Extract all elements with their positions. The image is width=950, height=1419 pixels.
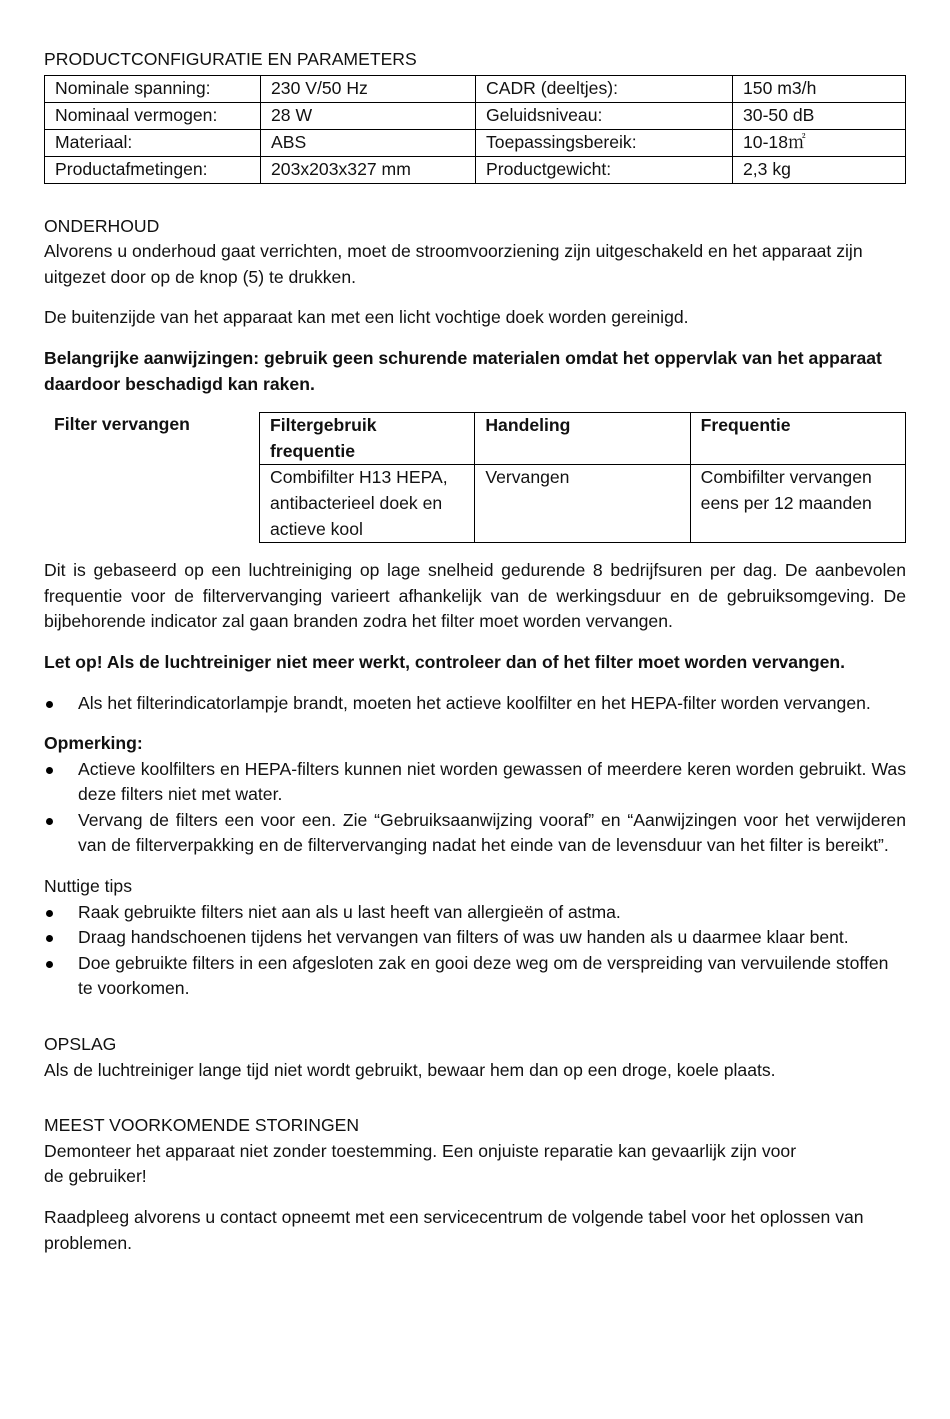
list-item: Vervang de filters een voor een. Zie “Gebruiksaanwijzing vooraf” en “Aanwijzingen voor het verwijderen van de filterverpakking en de filtervervanging nadat het einde van de levensduur van het filter is bereikt”.	[44, 808, 906, 859]
tips-heading: Nuttige tips	[44, 876, 133, 897]
param-label: CADR (deeltjes):	[476, 75, 733, 102]
table-row	[45, 129, 906, 156]
attention-list	[44, 691, 906, 717]
param-value: 2,3 kg	[733, 156, 906, 183]
table-cell: Combifilter vervangen eens per 12 maanden	[690, 465, 905, 543]
filter-label: Filter vervangen	[54, 414, 190, 435]
column-header: Filtergebruik frequentie	[260, 413, 475, 465]
param-value: 28 W	[261, 102, 476, 129]
param-value: ABS	[261, 129, 476, 156]
param-label: Productafmetingen:	[45, 156, 261, 183]
params-heading: PRODUCTCONFIGURATIE EN PARAMETERS	[44, 49, 417, 69]
tips-list	[44, 900, 906, 1002]
param-label: Nominaal vermogen:	[45, 102, 261, 129]
param-label: Nominale spanning:	[45, 75, 261, 102]
list-item: Draag handschoenen tijdens het vervangen van filters of was uw handen als u daarmee klaar bent.	[44, 925, 906, 951]
table-row	[45, 102, 906, 129]
param-label: Toepassingsbereik:	[476, 129, 733, 156]
attention-note: Let op! Als de luchtreiniger niet meer werkt, controleer dan of het filter moet worden vervangen.	[44, 651, 845, 672]
table-row	[260, 413, 906, 465]
faults-line: Demonteer het apparaat niet zonder toestemming. Een onjuiste reparatie kan gevaarlijk zijn voor	[44, 1140, 797, 1161]
list-item: Raak gebruikte filters niet aan als u last heeft van allergieën of astma.	[44, 900, 906, 926]
maintenance-heading: ONDERHOUD	[44, 215, 160, 236]
maintenance-paragraph: Alvorens u onderhoud gaat verrichten, moet de stroomvoorziening zijn uitgeschakeld en het apparaat zijn uitgezet door op de knop (5) te drukken.	[44, 241, 863, 287]
filter-explanation: Dit is gebaseerd op een luchtreiniging op lage snelheid gedurende 8 bedrijfsuren per dag. De aanbevolen frequentie voor de filtervervanging varieert afhankelijk van de werkingsduur en de gebruiksomgeving. De bijbehorende indicator zal gaan branden zodra het filter moet worden vervangen.	[44, 560, 906, 632]
list-item: Doe gebruikte filters in een afgesloten zak en gooi deze weg om de verspreiding van vervuilende stoffen te voorkomen.	[44, 951, 906, 1002]
param-value: 230 V/50 Hz	[261, 75, 476, 102]
list-item: Actieve koolfilters en HEPA-filters kunnen niet worden gewassen of meerdere keren worden gebruikt. Was deze filters niet met water.	[44, 757, 906, 808]
remark-heading: Opmerking:	[44, 733, 143, 754]
important-note: Belangrijke aanwijzingen: gebruik geen schurende materialen omdat het oppervlak van het apparaat daardoor beschadigd kan raken.	[44, 347, 882, 394]
param-value: 150 m3/h	[733, 75, 906, 102]
param-label: Geluidsniveau:	[476, 102, 733, 129]
column-header: Frequentie	[690, 413, 905, 465]
table-cell: Vervangen	[475, 465, 690, 543]
remark-list	[44, 757, 906, 859]
column-header: Handeling	[475, 413, 690, 465]
table-row	[260, 465, 906, 543]
param-value: 30-50 dB	[733, 102, 906, 129]
params-table	[44, 75, 906, 184]
maintenance-paragraph: De buitenzijde van het apparaat kan met een licht vochtige doek worden gereinigd.	[44, 307, 689, 328]
param-label: Materiaal:	[45, 129, 261, 156]
storage-heading: OPSLAG	[44, 1034, 117, 1055]
table-cell: Combifilter H13 HEPA, antibacterieel doek en actieve kool	[260, 465, 475, 543]
table-row	[45, 75, 906, 102]
document-page	[44, 47, 906, 1256]
faults-paragraph: Raadpleeg alvorens u contact opneemt met een servicecentrum de volgende tabel voor het oplossen van problemen.	[44, 1207, 864, 1253]
filter-table	[259, 412, 906, 543]
faults-paragraph	[44, 1139, 906, 1190]
table-row	[45, 156, 906, 183]
storage-paragraph: Als de luchtreiniger lange tijd niet wordt gebruikt, bewaar hem dan op een droge, koele plaats.	[44, 1059, 776, 1080]
param-label: Productgewicht:	[476, 156, 733, 183]
filter-section	[44, 412, 906, 543]
faults-line: de gebruiker!	[44, 1166, 147, 1187]
param-value: 203x203x327 mm	[261, 156, 476, 183]
list-item: Als het filterindicatorlampje brandt, moeten het actieve koolfilter en het HEPA-filter worden vervangen.	[44, 691, 906, 717]
param-value: 10-18㎡	[733, 129, 906, 156]
faults-heading: MEEST VOORKOMENDE STORINGEN	[44, 1115, 360, 1136]
